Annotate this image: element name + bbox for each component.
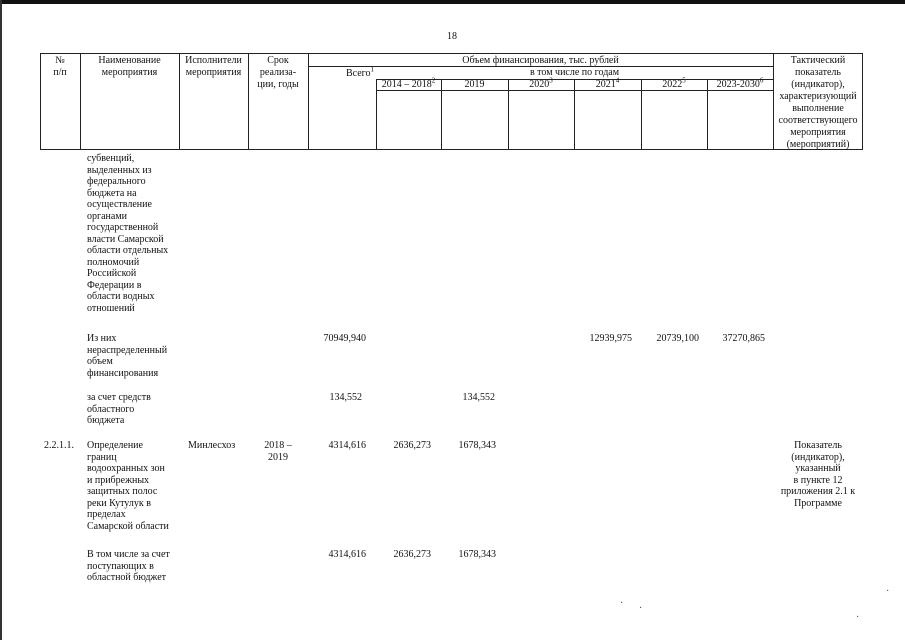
header-year: 2023-2030$^6$ [716,76,764,90]
cell-2014-2018: 2636,273 [393,440,431,451]
header-funding-title: Объем финансирования, тыс. рублей [462,55,619,66]
cell-2014-2018: 2636,273 [393,549,431,560]
scan-border-top [0,0,905,4]
header-num: № п/п [53,55,67,78]
row-indicator: Показатель (индикатор), указанный в пункте 12 приложения 2.1 к Программе [780,440,856,509]
scan-speck: · [620,598,624,609]
header-incl-years: в том числе по годам [529,67,620,78]
cell-total: 70949,940 [323,333,366,344]
header-year: 2021$^4$ [595,76,620,90]
header-year: 2020$^3$ [529,76,553,90]
header-year: 2014 – 2018$^2$ [381,76,436,90]
cell-2023-2030: 37270,865 [722,333,765,344]
header-total: Всего$^1$ [345,65,374,79]
scan-speck: · [886,586,890,597]
row-number: 2.2.1.1. [44,440,74,451]
cell-total: 4314,616 [328,549,366,560]
header-executors: Исполнители мероприятия [185,55,242,78]
header-year: 2022$^5$ [662,76,686,90]
row-name: Из них нераспределенный объем финансирования [87,333,168,379]
cell-total: 4314,616 [328,440,366,451]
cell-2019: 134,552 [462,392,495,403]
header-indicator: Тактический показатель (индикатор), характеризующий выполнение соответствующего мероприятия (мероприятий) [778,55,858,150]
scan-border-left [0,0,2,640]
scan-speck: · [856,612,860,623]
cell-2019: 1678,343 [458,440,496,451]
row-executor: Минлесхоз [188,440,236,451]
row-name: за счет средств областного бюджета [87,392,151,426]
header-year: 2019 [464,79,485,90]
header-name: Наименование мероприятия [98,55,161,78]
cell-2019: 1678,343 [458,549,496,560]
page-number: 18 [447,31,457,42]
cell-total: 134,552 [329,392,362,403]
row-name: В том числе за счет поступающих в областной бюджет [87,549,170,583]
header-term: Срок реализа- ции, годы [257,55,299,90]
cell-2022: 20739,100 [656,333,699,344]
cell-2021: 12939,975 [589,333,632,344]
row-name: субвенций, выделенных из федерального бюджета на осуществление органами государственной власти Самарской области отдельных полномочий Российской Федерации в области водных отношений [87,153,169,314]
row-term: 2018 – 2019 [264,440,292,463]
scan-speck: · [639,603,643,614]
row-name: Определение границ водоохранных зон и прибрежных защитных полос реки Кутулук в пределах Самарской области [87,440,169,532]
